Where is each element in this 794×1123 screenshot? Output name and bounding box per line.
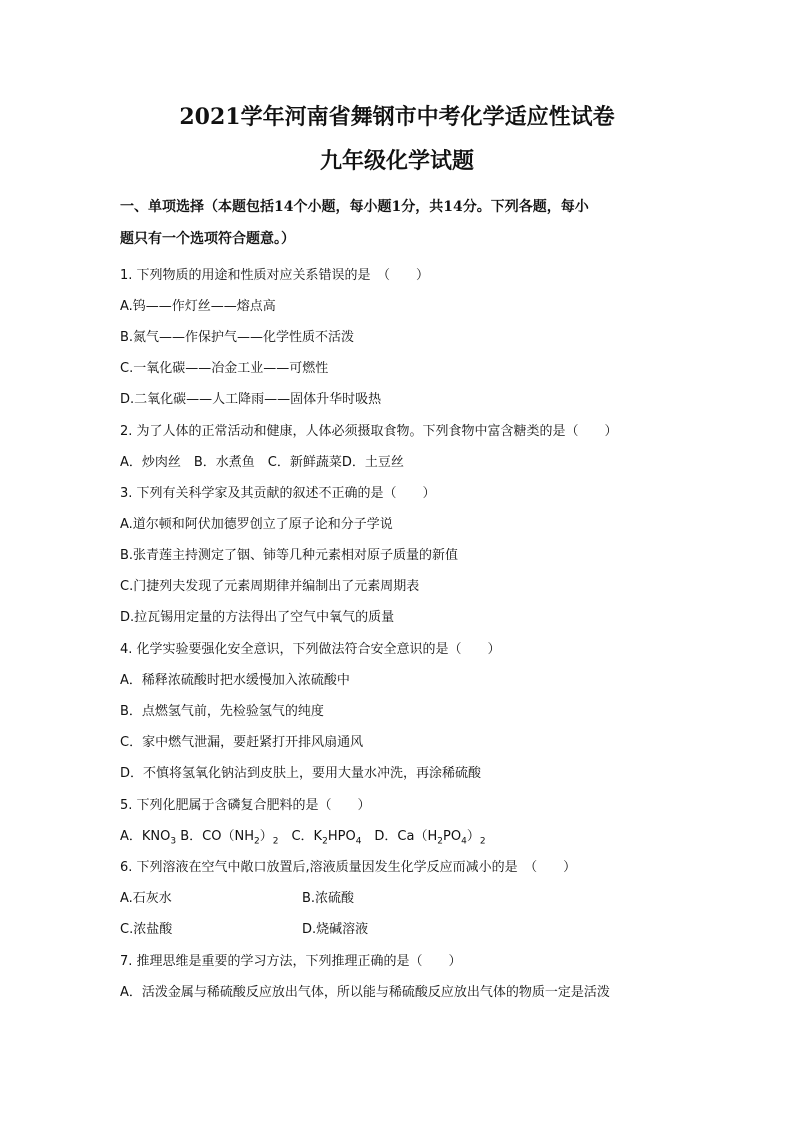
question-1-option-a: A.钨——作灯丝——熔点高: [120, 299, 276, 314]
question-2-stem: 2. 为了人体的正常活动和健康，人体必须摄取食物。下列食物中富含糖类的是（ ）: [120, 424, 618, 439]
question-5-option-c: C．$K_2HPO_4$: [278, 829, 362, 847]
question-4-option-d: D．不慎将氢氧化钠沾到皮肤上，要用大量水冲洗，再涂稀硫酸: [120, 766, 482, 781]
question-5-option-d: D．$Ca(H_2PO_4)_2$: [361, 829, 486, 847]
question-6-option-a: A.石灰水: [120, 891, 172, 906]
question-5-stem: 5. 下列化肥属于含磷复合肥料的是（ ）: [120, 798, 371, 813]
question-6-stem: 6. 下列溶液在空气中敞口放置后,溶液质量因发生化学反应而减小的是 （ ）: [120, 860, 577, 875]
question-5-option-b: B．$CO(NH_2)_2$: [176, 829, 279, 847]
question-4-option-c: C．家中燃气泄漏，要赶紧打开排风扇通风: [120, 735, 364, 750]
question-3-stem: 3. 下列有关科学家及其贡献的叙述不正确的是（ ）: [120, 486, 436, 501]
question-4-stem: 4. 化学实验要强化安全意识，下列做法符合安全意识的是（ ）: [120, 642, 501, 657]
question-6-option-b: B.浓硫酸: [302, 891, 355, 906]
exam-title: 2021学年河南省舞钢市中考化学适应性试卷: [179, 104, 615, 130]
section-heading-cont: 题只有一个选项符合题意。）: [120, 231, 295, 247]
question-6-option-c: C.浓盐酸: [120, 922, 173, 937]
section-heading: 一、单项选择（本题包括14个小题，每小题1分，共14分。下列各题，每小: [120, 199, 589, 215]
question-6-option-d: D.烧碱溶液: [302, 922, 369, 937]
question-3-option-d: D.拉瓦锡用定量的方法得出了空气中氧气的质量: [120, 610, 395, 625]
exam-subtitle: 九年级化学试题: [319, 148, 474, 174]
question-7-stem: 7. 推理思维是重要的学习方法，下列推理正确的是（ ）: [120, 954, 462, 969]
question-7-option-a: A．活泼金属与稀硫酸反应放出气体，所以能与稀硫酸反应放出气体的物质一定是活泼: [120, 985, 610, 1000]
question-5-options: [120, 825, 685, 847]
question-4-option-b: B．点燃氢气前，先检验氢气的纯度: [120, 704, 324, 719]
question-1-option-d: D.二氧化碳——人工降雨——固体升华时吸热: [120, 392, 382, 407]
question-2-options: A．炒肉丝 B．水煮鱼 C．新鲜蔬菜D．土豆丝: [120, 455, 404, 470]
question-5-option-a: A．$KNO_3$: [120, 829, 177, 847]
question-1-option-c: C.一氧化碳——冶金工业——可燃性: [120, 361, 329, 376]
question-3-option-b: B.张青莲主持测定了铟、铈等几种元素相对原子质量的新值: [120, 548, 459, 563]
question-3-option-c: C.门捷列夫发现了元素周期律并编制出了元素周期表: [120, 579, 420, 594]
question-3-option-a: A.道尔顿和阿伏加德罗创立了原子论和分子学说: [120, 517, 393, 532]
question-1-stem: 1. 下列物质的用途和性质对应关系错误的是 （ ）: [120, 268, 430, 283]
question-1-option-b: B.氮气——作保护气——化学性质不活泼: [120, 330, 355, 345]
question-4-option-a: A．稀释浓硫酸时把水缓慢加入浓硫酸中: [120, 673, 350, 688]
